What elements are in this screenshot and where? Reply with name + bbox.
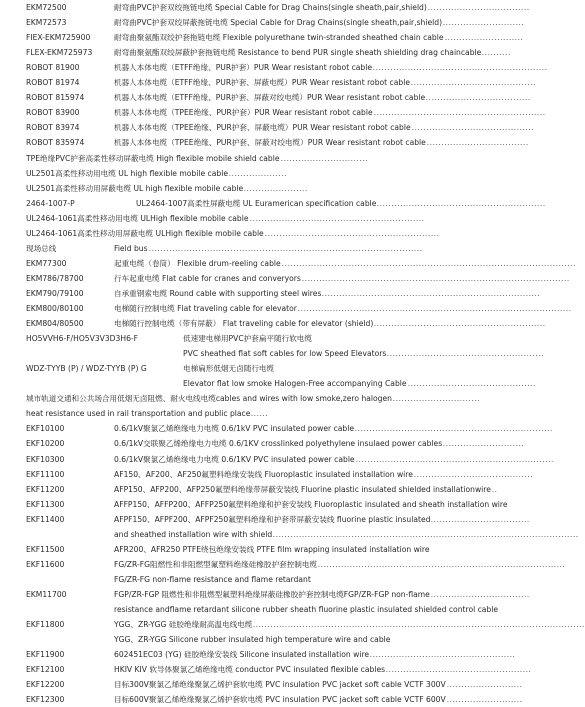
item-description: 耐弯曲聚氨酯双绞屏蔽护套拖链电缆 Resistance to bend PUR single sheath shielding drag chaincable xyxy=(114,48,482,58)
item-description: and sheathed installation wire with shield xyxy=(114,529,273,539)
list-item xyxy=(0,633,507,647)
list-item xyxy=(0,167,507,181)
dot-leader: .................................. xyxy=(431,514,531,524)
dot-leader: .................................................. xyxy=(370,650,516,660)
item-description: FGP/ZR-FGP 阻燃性和非阻燃型氟塑料绝缘屏蔽硅橡胶护套控制电缆FGP/ZR-FGP non-flame xyxy=(114,589,430,599)
list-item xyxy=(0,16,525,30)
item-code: TPE绝缘PVC护套高柔性移动屏蔽电缆 High flexible mobile shield cable xyxy=(26,153,280,163)
item-description: 目标300V聚氯乙烯绝缘聚氯乙烯护套软电缆 PVC insulation PVC jacket soft cable VCTF 300V xyxy=(114,680,446,690)
item-description: 602451EC03 (YG) 硅胶绝缘安装线 Silicone insulated installation wire xyxy=(114,650,370,660)
list-item xyxy=(0,182,507,196)
list-item xyxy=(0,212,507,226)
list-item xyxy=(0,197,547,211)
item-description: FG/ZR-FG阻燃性和非阻燃型氟塑料绝缘硅橡胶护套控制电缆 xyxy=(114,559,318,569)
item-description: AFP150、AFP200、AFP250氟塑料绝缘带屏蔽安装线 Fluorine plastic insulated shielded installationwire xyxy=(114,484,491,494)
list-item xyxy=(0,1,530,15)
item-code: EKF11300 xyxy=(26,499,65,509)
list-item xyxy=(0,152,507,166)
item-code: UL2464-1061高柔性移动用电缆 ULHigh flexible mobile cable xyxy=(26,213,249,223)
list-item xyxy=(0,558,566,572)
dot-leader: .................................................................... xyxy=(355,424,554,434)
list-item xyxy=(0,618,585,632)
item-description: 机器人本体电缆（TPEE绝缘、PUR护套）PUR Wear resistant robot cable xyxy=(114,108,373,118)
item-description: YGG、ZR-YGG 硅胶绝缘耐高温电线电缆 xyxy=(114,620,253,630)
list-item xyxy=(0,302,572,316)
dot-leader: .......................................................... xyxy=(377,198,547,208)
list-item xyxy=(0,453,555,467)
list-item xyxy=(0,498,507,512)
item-code: EKM11700 xyxy=(26,589,67,599)
item-description: 耐弯曲PVC护套双绞屏蔽拖链电缆 Special Cable for Drag Chains(single sheath,pair,shield) xyxy=(114,18,443,28)
dot-leader: .................................... xyxy=(426,93,531,103)
item-code: heat resistance used in rail transportation and public place xyxy=(26,409,251,419)
item-description: YGG、ZR-YGG Silicone rubber insulated high temperature wire and cable xyxy=(114,635,391,645)
item-description: AFPF150、AFPF200、AFPF250氟塑料绝缘和护套带屏蔽安装线 fluorine plastic insulated xyxy=(114,514,431,524)
list-item xyxy=(0,287,541,301)
item-description: 低速建电梯用PVC护套扁平随行软电缆 xyxy=(183,334,312,344)
item-code: EKM77300 xyxy=(26,258,67,268)
item-description: 耐弯曲聚氨酯双绞护套拖链电缆 Flexible polyurethane twin-stranded sheathed chain cable xyxy=(114,33,444,43)
item-code: ROBOT 835974 xyxy=(26,138,85,148)
dot-leader: .. xyxy=(492,484,498,494)
list-item xyxy=(0,332,507,346)
dot-leader: ................................... xyxy=(428,3,530,12)
dot-leader: ........................................................... xyxy=(374,319,546,329)
item-code: ROBOT 81900 xyxy=(26,63,80,73)
list-item xyxy=(0,573,507,587)
dot-leader: ...................................................... xyxy=(387,349,545,359)
item-description: HKIV KIV 软导体聚氯乙烯绝缘电缆 conductor PVC insulated flexible cables xyxy=(114,665,386,675)
item-code: EKF11500 xyxy=(26,544,65,554)
item-code: EKM804/80500 xyxy=(26,319,84,329)
list-item xyxy=(0,693,523,707)
list-item xyxy=(0,407,507,421)
item-description: PVC sheathed flat soft cables for low Speed Elevators xyxy=(183,349,387,359)
item-code: EKF11100 xyxy=(26,469,65,479)
dot-leader: .................... xyxy=(229,168,288,178)
dot-leader: .............................................................................................. xyxy=(149,243,423,253)
list-item xyxy=(0,362,507,376)
item-code: HO5VVH6-F/HO5V3V3D3H6-F xyxy=(26,334,139,344)
item-code: ROBOT 83900 xyxy=(26,108,80,118)
list-item xyxy=(0,227,507,241)
dot-leader: ............................................................ xyxy=(265,228,440,238)
dot-leader: .......................... xyxy=(447,680,523,690)
dot-leader: ............................................ xyxy=(408,379,537,389)
dot-leader: ........................................................... xyxy=(374,108,546,118)
item-description: 耐弯曲PVC护套双绞拖链电缆 Special Cable for Drag Chains(single sheath,pair,shield) xyxy=(114,3,427,12)
item-code: WDZ-TYYB (P) / WDZ-TYYB (P) G xyxy=(26,364,147,374)
item-description: 0.6/1kV聚氯乙烯绝缘电力电缆 0.6/1KV PVC insulated power cable xyxy=(114,454,355,464)
item-description: 机器人本体电缆（ETFF绝缘、PUR护套、屏蔽电缆）PUR Wear resistant robot cable xyxy=(114,78,410,88)
dot-leader: ...... xyxy=(251,409,269,419)
item-code: EKM72500 xyxy=(26,3,67,12)
list-item xyxy=(0,483,507,497)
list-item xyxy=(0,543,507,557)
dot-leader: .......................................... xyxy=(412,123,535,133)
item-code: FIEX-EKM725900 xyxy=(26,33,91,43)
list-item xyxy=(0,513,531,527)
dot-leader: .................................................................... xyxy=(356,454,555,464)
dot-leader: .................................. xyxy=(431,589,531,599)
item-description: AFFP150、AFFP200、AFFP250氟塑料绝缘和护套安装线 Fluoroplastic insulated and sheath installation wire xyxy=(114,499,508,509)
dot-leader: ........................................... xyxy=(411,78,537,88)
item-code: FLEX-EKM725973 xyxy=(26,48,93,58)
dot-leader: ............................................................................................ xyxy=(302,273,571,283)
list-item xyxy=(0,136,529,150)
item-description: 电梯扁形低烟无卤随行电缆 xyxy=(183,364,275,374)
dot-leader: ..................................................................................... xyxy=(318,559,566,569)
list-item xyxy=(0,377,537,391)
dot-leader: ............................................................ xyxy=(373,63,548,73)
item-code: EKM786/78700 xyxy=(26,273,84,283)
dot-leader: ..................................................................................................... xyxy=(282,258,577,268)
dot-leader: ......................................................................................................... xyxy=(273,529,579,539)
item-code: UL2501高柔性移动用电缆 UL high flexible mobile cable xyxy=(26,168,228,178)
item-code: UL2501高柔性移动用屏蔽电缆 UL high flexible mobile cable xyxy=(26,183,244,193)
item-description: 电梯随行控制电缆（带有屏蔽） Flat traveling cable for elevator (shield) xyxy=(114,319,374,329)
list-item xyxy=(0,347,545,361)
item-description: 0.6/1kV交联聚乙烯绝缘电力电缆 0.6/1KV crosslinked polyethylene insulaed power cables xyxy=(114,439,443,449)
list-item xyxy=(0,76,537,90)
list-item xyxy=(0,648,516,662)
dot-leader: ...................... xyxy=(244,183,309,193)
dot-leader: ................................... xyxy=(427,138,529,148)
dot-leader: .......... xyxy=(482,48,512,58)
list-item xyxy=(0,31,524,45)
list-item xyxy=(0,46,512,60)
item-code: EKM800/80100 xyxy=(26,304,84,313)
item-description: resistance andflame retardant silicone rubber sheath fluorine plastic insulated shielded control cable xyxy=(114,605,499,614)
item-description: AFR200、AFR250 PTFE绕包绝缘安装线 PTFE film wrapping insulated installation wire xyxy=(114,544,430,554)
dot-leader: .............................. xyxy=(281,153,369,163)
list-item xyxy=(0,678,523,692)
item-code: ROBOT 83974 xyxy=(26,123,80,133)
dot-leader: .............................................................................................. xyxy=(298,304,572,313)
list-item xyxy=(0,91,531,105)
item-code: ROBOT 815974 xyxy=(26,93,85,103)
item-description: Field bus xyxy=(114,243,148,253)
item-code: EKF11800 xyxy=(26,620,65,630)
list-item xyxy=(0,257,577,271)
item-description: 机器人本体电缆（ETFF绝缘、PUR护套、屏蔽对绞电缆）PUR Wear resistant robot cable xyxy=(114,93,426,103)
list-item xyxy=(0,663,532,677)
list-item xyxy=(0,392,507,406)
dot-leader: .......................... xyxy=(447,695,523,705)
list-item xyxy=(0,61,548,75)
list-item xyxy=(0,242,507,256)
dot-leader: .............................. xyxy=(393,394,481,404)
item-code: EKF10100 xyxy=(26,424,65,434)
list-item xyxy=(0,106,546,120)
item-code: EKF10200 xyxy=(26,439,65,449)
item-code: UL2464-1061高柔性移动用屏蔽电缆 ULHigh flexible mobile cable xyxy=(26,228,264,238)
item-code: EKF12300 xyxy=(26,695,65,705)
list-item xyxy=(0,422,554,436)
list-item xyxy=(0,588,531,602)
item-description: 电梯随行控制电缆 Flat traveling cable for elevator xyxy=(114,304,297,313)
list-item xyxy=(0,317,546,331)
item-description: 目标600V聚氯乙烯绝缘聚氯乙烯护套软电缆 PVC insulation PVC jacket soft cable VCTF 600V xyxy=(114,695,446,705)
dot-leader: .................................................. xyxy=(386,665,532,675)
list-item xyxy=(0,603,507,617)
item-description: Elevator flat low smoke Halogen-Free accompanying Cable xyxy=(183,379,407,389)
item-code: 城市轨道交通和公共场合用低烟无卤阻燃、耐火电线电缆cables and wires with low smoke,zero halogen xyxy=(26,394,392,404)
item-code: EKF11900 xyxy=(26,650,65,660)
item-description: 自承重钢索电缆 Round cable with supporting steel wires xyxy=(114,288,322,298)
dot-leader: ........................................................................... xyxy=(322,288,541,298)
list-item xyxy=(0,121,535,135)
item-code: EKF11600 xyxy=(26,559,65,569)
item-code: ROBOT 81974 xyxy=(26,78,80,88)
dot-leader: ............................................................ xyxy=(250,213,425,223)
dot-leader: ........................... xyxy=(445,33,524,43)
item-description: 起重电缆（卷筒） Flexible drum-reeling cable xyxy=(114,258,281,268)
dot-leader: ............................ xyxy=(443,439,525,449)
list-item xyxy=(0,437,525,451)
item-description: 机器人本体电缆（TPEE绝缘、PUR护套、屏蔽电缆）PUR Wear resistant robot cable xyxy=(114,123,411,133)
item-code: EKF10300 xyxy=(26,454,65,464)
dot-leader: .................................................................................................................. xyxy=(253,620,585,630)
item-description: AF150、AF200、AF250氟塑料绝缘安装线 Fluoroplastic insulated installation wire xyxy=(114,469,413,479)
list-item xyxy=(0,528,579,542)
item-description: 机器人本体电缆（ETFF绝缘、PUR护套）PUR Wear resistant robot cable xyxy=(114,63,373,73)
item-code: EKM790/79100 xyxy=(26,288,84,298)
item-description: 0.6/1kV聚氯乙烯绝缘电力电缆 0.6/1kV PVC insulated power cable xyxy=(114,424,355,434)
item-description: 机器人本体电缆（TPEE绝缘、PUR护套、屏蔽对绞电缆）PUR Wear resistant robot cable xyxy=(114,138,426,148)
item-code: 2464-1007-P xyxy=(26,198,75,208)
item-code: EKF11400 xyxy=(26,514,65,524)
item-code: 现场总线 xyxy=(26,243,57,253)
item-code: EKM72573 xyxy=(26,18,67,28)
item-description: UL2464-1007高柔性屏蔽电缆 UL Euramerican specification cable xyxy=(136,198,377,208)
item-code: EKF12100 xyxy=(26,665,65,675)
item-code: EKF12200 xyxy=(26,680,65,690)
item-description: 行车起重电缆 Flat cable for cranes and converyors xyxy=(114,273,301,283)
dot-leader: ......................................... xyxy=(414,469,534,479)
item-description: FG/ZR-FG non-flame resistance and flame retardant xyxy=(114,574,311,584)
dot-leader: ............................ xyxy=(443,18,525,28)
item-code: EKF11200 xyxy=(26,484,65,494)
list-item xyxy=(0,272,571,286)
list-item xyxy=(0,468,534,482)
